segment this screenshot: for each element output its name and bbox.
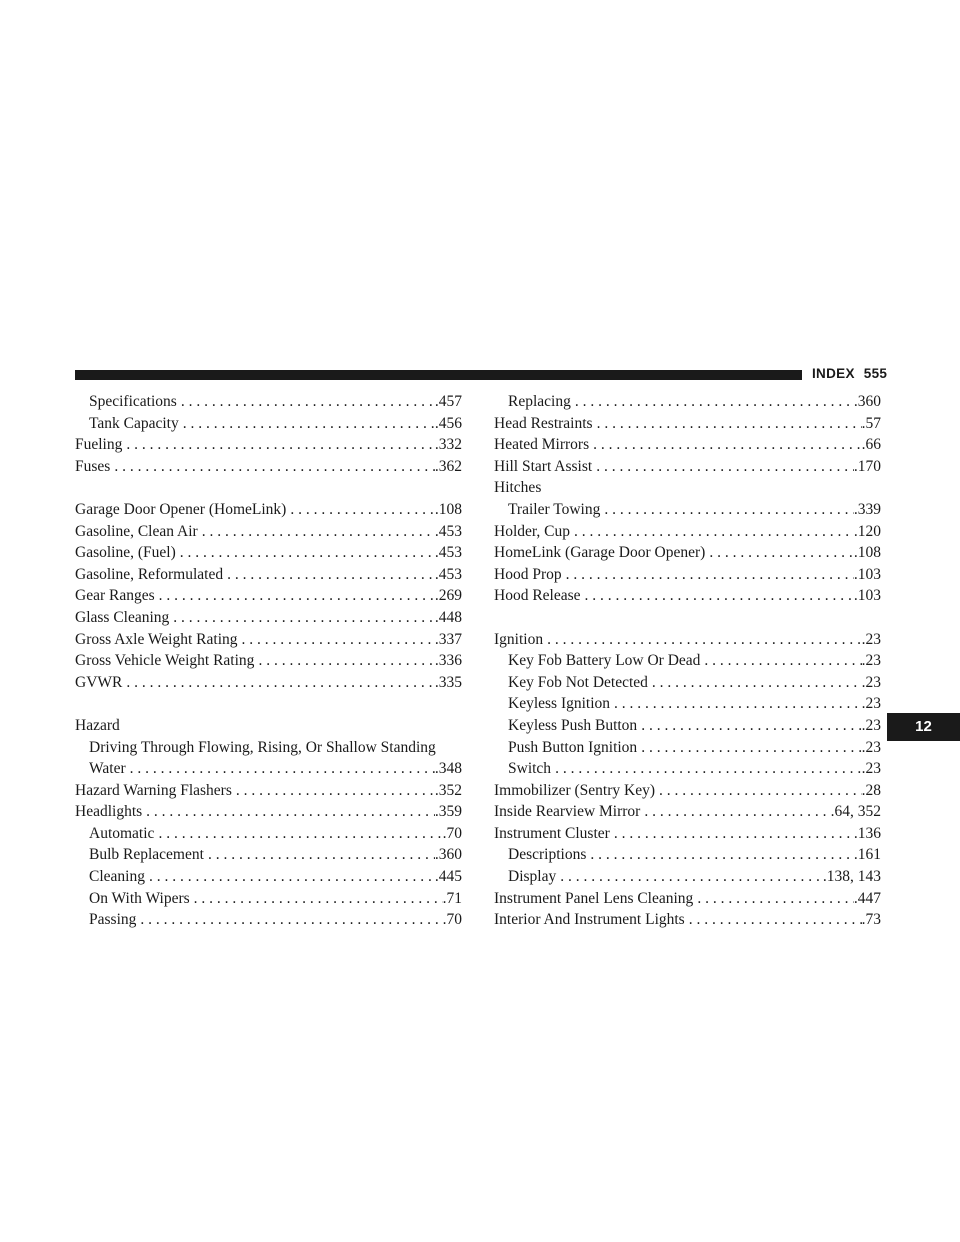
index-page-ref: .456	[434, 414, 462, 432]
index-entry	[75, 456, 462, 478]
index-page-ref: .28	[861, 781, 881, 799]
index-page-ref: .360	[434, 846, 462, 864]
index-entry	[75, 434, 462, 456]
index-page-ref: .138, 143	[822, 868, 881, 886]
index-entry	[494, 801, 881, 823]
index-page-ref: .457	[434, 393, 462, 410]
index-term: Heated Mirrors	[494, 436, 590, 454]
index-page-ref: .64, 352	[830, 803, 881, 821]
index-entry	[75, 780, 462, 802]
index-entry	[494, 477, 881, 499]
index-page-ref: .23	[861, 695, 881, 713]
index-term: Display	[508, 868, 557, 886]
index-subentry	[494, 499, 881, 521]
index-term: Passing	[89, 911, 137, 929]
index-page-ref: .447	[853, 889, 881, 907]
index-subentry	[75, 391, 462, 413]
index-page-ref: .103	[853, 565, 881, 583]
dot-leader	[286, 499, 435, 521]
index-subentry	[494, 715, 881, 737]
dot-leader	[177, 391, 435, 413]
index-term: Interior And Instrument Lights	[494, 911, 685, 929]
index-page-ref: .66	[861, 436, 881, 454]
dot-leader	[589, 434, 862, 456]
index-page-ref: .71	[442, 889, 462, 907]
index-term: Hill Start Assist	[494, 457, 593, 475]
index-entry	[494, 585, 881, 607]
index-page-ref: .70	[442, 911, 462, 929]
index-entry	[75, 607, 462, 629]
index-term: Switch	[508, 760, 552, 778]
index-subentry	[494, 391, 881, 413]
index-entry	[494, 521, 881, 543]
index-page-ref: .362	[434, 457, 462, 475]
index-term: Instrument Panel Lens Cleaning	[494, 889, 694, 907]
index-term: Keyless Push Button	[508, 716, 638, 734]
index-term: HomeLink (Garage Door Opener)	[494, 544, 706, 562]
dot-leader	[570, 521, 854, 543]
index-page-ref: .73	[861, 911, 881, 929]
index-page-ref: .453	[434, 565, 462, 583]
index-entry	[494, 564, 881, 586]
index-term: Headlights	[75, 803, 143, 821]
index-entry	[75, 629, 462, 651]
index-page-ref: .70	[442, 824, 462, 842]
index-page-ref: .448	[434, 608, 462, 626]
index-subentry	[494, 758, 881, 780]
index-term: Gear Ranges	[75, 587, 155, 605]
index-entry	[494, 909, 881, 931]
index-entry	[494, 542, 881, 564]
index-entry	[75, 564, 462, 586]
index-term: Descriptions	[508, 846, 587, 864]
index-page-ref: .23	[861, 652, 881, 670]
index-entry	[75, 585, 462, 607]
index-page-ref: .352	[434, 781, 462, 799]
index-term: Immobilizer (Sentry Key)	[494, 781, 655, 799]
index-term: Push Button Ignition	[508, 738, 638, 756]
index-term: Head Restraints	[494, 414, 593, 432]
index-term: Holder, Cup	[494, 522, 571, 540]
index-term: Hazard	[75, 716, 120, 734]
dot-leader	[142, 801, 435, 823]
dot-leader	[126, 758, 435, 780]
index-term: Hood Prop	[494, 565, 562, 583]
index-spacer	[75, 693, 462, 715]
index-spacer	[75, 477, 462, 499]
dot-leader	[655, 780, 862, 802]
index-page-ref: .23	[861, 760, 881, 778]
index-page-ref: .136	[853, 824, 881, 842]
index-term: Ignition	[494, 630, 544, 648]
index-entry	[75, 542, 462, 564]
index-term: GVWR	[75, 673, 123, 691]
header-rule	[75, 370, 802, 380]
index-term: Gasoline, Reformulated	[75, 565, 224, 583]
dot-leader	[155, 585, 435, 607]
dot-leader	[637, 715, 861, 737]
dot-leader	[110, 456, 435, 478]
index-term: Fueling	[75, 436, 123, 454]
index-term: Trailer Towing	[508, 500, 601, 518]
index-page-ref: .269	[434, 587, 462, 605]
index-spacer	[494, 607, 881, 629]
index-column-left	[75, 391, 462, 931]
index-entry	[494, 888, 881, 910]
dot-leader	[610, 693, 862, 715]
index-page-ref: .23	[861, 716, 881, 734]
index-page-ref: .348	[434, 760, 462, 778]
index-page-ref: .161	[853, 846, 881, 864]
dot-leader	[592, 456, 854, 478]
index-entry	[75, 801, 462, 823]
index-term: Key Fob Not Detected	[508, 673, 648, 691]
dot-leader	[693, 888, 854, 910]
index-page-ref: .360	[853, 393, 881, 410]
index-term: Hood Release	[494, 587, 581, 605]
dot-leader	[232, 780, 435, 802]
index-subentry	[75, 823, 462, 845]
dot-leader	[610, 823, 854, 845]
dot-leader	[700, 650, 861, 672]
dot-leader	[223, 564, 435, 586]
index-page-ref: .23	[861, 738, 881, 756]
index-term: Hazard Warning Flashers	[75, 781, 232, 799]
dot-leader	[198, 521, 435, 543]
index-term: Gasoline, (Fuel)	[75, 544, 176, 562]
index-entry	[494, 629, 881, 651]
index-page-ref: .453	[434, 544, 462, 562]
index-entry	[75, 499, 462, 521]
dot-leader	[254, 650, 434, 672]
index-page-ref: .445	[434, 868, 462, 886]
index-term: Water	[89, 760, 126, 778]
index-entry	[75, 672, 462, 694]
index-subentry	[75, 844, 462, 866]
index-term: Tank Capacity	[89, 414, 179, 432]
index-entry	[494, 823, 881, 845]
dot-leader	[204, 844, 435, 866]
index-term: Glass Cleaning	[75, 608, 170, 626]
dot-leader	[169, 607, 435, 629]
dot-leader	[543, 629, 862, 651]
index-term: Cleaning	[89, 868, 145, 886]
index-subentry	[494, 672, 881, 694]
index-page-ref: .23	[861, 630, 881, 648]
index-subentry	[494, 650, 881, 672]
dot-leader	[648, 672, 862, 694]
dot-leader	[562, 564, 854, 586]
index-page-ref: .120	[853, 522, 881, 540]
index-term: On With Wipers	[89, 889, 190, 907]
index-entry	[494, 456, 881, 478]
index-page-ref: .103	[853, 587, 881, 605]
index-page-ref: .336	[434, 652, 462, 670]
dot-leader	[705, 542, 854, 564]
index-page-ref: .23	[861, 673, 881, 691]
dot-leader	[640, 801, 830, 823]
index-term: Hitches	[494, 479, 542, 497]
index-term: Gross Axle Weight Rating	[75, 630, 238, 648]
index-subentry	[494, 737, 881, 759]
index-page-ref: .359	[434, 803, 462, 821]
running-header	[812, 366, 887, 381]
index-entry	[75, 650, 462, 672]
index-page-ref: .57	[861, 414, 881, 432]
index-subentry	[75, 758, 462, 780]
dot-leader	[154, 823, 442, 845]
dot-leader	[586, 844, 854, 866]
dot-leader	[685, 909, 862, 931]
index-subentry	[75, 909, 462, 931]
index-term: Gasoline, Clean Air	[75, 522, 198, 540]
dot-leader	[190, 888, 443, 910]
index-term: Key Fob Battery Low Or Dead	[508, 652, 701, 670]
chapter-tab: 12	[887, 713, 960, 741]
index-subentry	[494, 866, 881, 888]
index-subentry	[75, 737, 462, 759]
index-term: Bulb Replacement	[89, 846, 204, 864]
dot-leader	[600, 499, 854, 521]
dot-leader	[122, 434, 435, 456]
index-entry	[75, 715, 462, 737]
dot-leader	[179, 413, 435, 435]
index-subentry	[494, 693, 881, 715]
dot-leader	[637, 737, 861, 759]
dot-leader	[551, 758, 862, 780]
index-page-ref: .337	[434, 630, 462, 648]
index-column-right	[494, 391, 881, 931]
index-term: Inside Rearview Mirror	[494, 803, 641, 821]
dot-leader	[556, 866, 823, 888]
index-page-ref: .335	[434, 673, 462, 691]
index-page-ref: .332	[434, 436, 462, 454]
index-term: Garage Door Opener (HomeLink)	[75, 500, 287, 518]
index-entry	[75, 521, 462, 543]
index-page-ref: .453	[434, 522, 462, 540]
index-entry	[494, 413, 881, 435]
section-label: INDEX	[812, 366, 855, 381]
index-entry	[494, 434, 881, 456]
index-subentry	[494, 844, 881, 866]
dot-leader	[176, 542, 435, 564]
index-page-ref: .339	[853, 500, 881, 518]
index-term: Keyless Ignition	[508, 695, 611, 713]
index-term: Instrument Cluster	[494, 824, 610, 842]
dot-leader	[581, 585, 854, 607]
index-page-ref: .170	[853, 457, 881, 475]
index-term: Replacing	[508, 393, 571, 410]
dot-leader	[593, 413, 862, 435]
page-number: 555	[863, 366, 888, 381]
index-page-ref: .108	[434, 500, 462, 518]
dot-leader	[571, 391, 854, 413]
dot-leader	[136, 909, 442, 931]
index-subentry	[75, 413, 462, 435]
dot-leader	[238, 629, 435, 651]
dot-leader	[145, 866, 435, 888]
index-subentry	[75, 866, 462, 888]
index-subentry	[75, 888, 462, 910]
index-term: Gross Vehicle Weight Rating	[75, 652, 255, 670]
index-page-ref: .108	[853, 544, 881, 562]
index-term: Automatic	[89, 824, 155, 842]
index-term: Fuses	[75, 457, 111, 475]
index-term: Specifications	[89, 393, 177, 410]
dot-leader	[122, 672, 435, 694]
index-term: Driving Through Flowing, Rising, Or Shallow Standing	[89, 738, 436, 756]
index-entry	[494, 780, 881, 802]
